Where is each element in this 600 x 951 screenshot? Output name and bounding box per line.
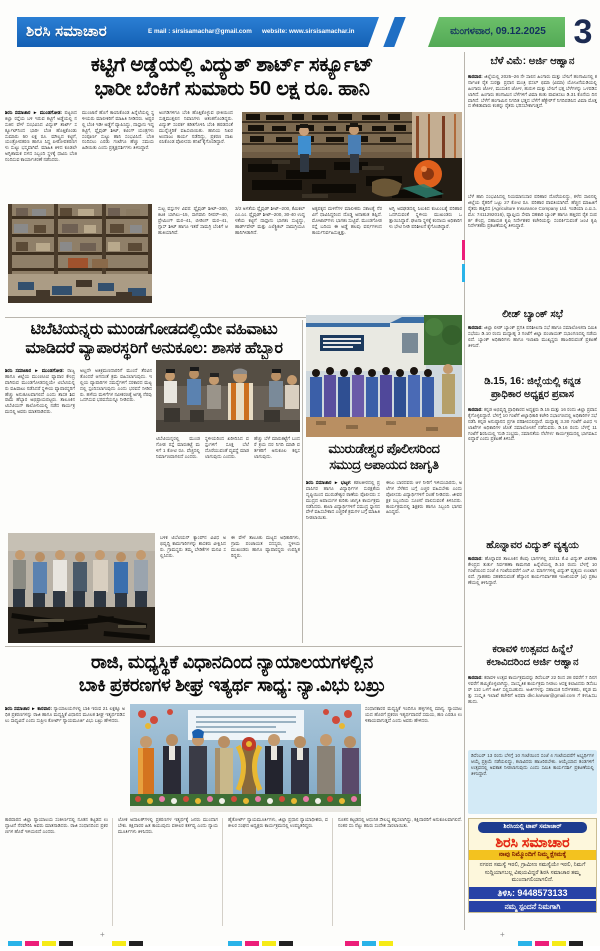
article-court-bottom-col2: ಲೋಕ ಅದಾಲತ್‌ಗಳಲ್ಲಿ ಪ್ರಕರಣಗಳ ಇತ್ಯರ್ಥಕ್ಕೆ ಜನರು ಮುಂದಾಗಬೇಕು. ಕಕ್ಷಿದಾರರ ಹಿತ ಕಾಯುವುದು ವಕೀಲರ ಕರ್ತವ್ಯ ಎಂದು ನ್ಯಾಯಮೂರ್ತಿಗಳು ತಿಳಿಸಿದರು. <box>118 817 218 834</box>
registration-mark-gutter-magenta <box>462 240 465 260</box>
article-fire-headline <box>2 53 462 105</box>
article-court-bottom-col4: ನೂತನ ಕಟ್ಟಡದಲ್ಲಿ ಆಧುನಿಕ ಸೌಲಭ್ಯ ಕಲ್ಪಿಸಲಾಗಿದ್ದು, ಕಕ್ಷಿದಾರರಿಗೆ ಅನುಕೂಲವಾಗಲಿದೆ. ನಂತರ ಸಸಿ ನೆಟ್ಟು ಹಸಿರು ಸಂದೇಶ ಸಾರಲಾಯಿತು. <box>338 817 462 828</box>
photo-court-stage-dignitaries <box>130 704 361 812</box>
sidebar-lead-bank-title: ಲೀಡ್ ಬ್ಯಾಂಕ್ ಸಭೆ <box>502 309 563 320</box>
sidebar-festival-title <box>468 644 597 671</box>
ad-footer-band: ನಮ್ಮ ಸ್ಪಂದನೆ ನಿಮಗಾಗಿ <box>469 901 596 912</box>
photo-police-awareness <box>306 315 462 437</box>
article-tibet-headline-line2: ಮಾಡಿದರೆ ವ್ಯಾಪಾರಸ್ಥರಿಗೆ ಅನುಕೂಲ: ಶಾಸಕ ಹೆಬ್ಬಾರ <box>25 339 283 357</box>
registration-cross-1: + <box>100 930 105 939</box>
article-court-headline <box>2 651 462 701</box>
registration-group-3 <box>228 933 296 951</box>
article-court-dateline: ಶಿರಸಿ ಸಮಾಚಾರ ► ಕಾರವಾರ: <box>5 706 52 711</box>
article-tibet-dateline: ಶಿರಸಿ ಸಮಾಚಾರ ► ಮುಂಡಗೋಡ: <box>5 368 65 373</box>
sidebar-crop-insurance-p1-text: ಜಿಲ್ಲೆಯಲ್ಲಿ 2025–26 ನೇ ಸಾಲಿನ ಹಿಂಗಾರು ಮತ್ತು ಬೇಸಿಗೆ ಹಂಗಾಮಿನಲ್ಲಿ ಕರ್ನಾಟಕ ರೈತ ಸುರಕ್ಷಾ ಪ್ರಧಾನ ಮಂತ್ರಿ ಫಸಲ್ ಭಿಮಾ (ವಿಮಾ) ಯೋಜನೆಯಡಿಯಲ್ಲಿ ಹಿಂಗಾರು ಜೋಳ, ಮುಸುಕಿನ ಜೋಳ, ಹುರುಳಿ ಮತ್ತು ಬೇಸಿಗೆ ಭತ್ತ ಬೆಳೆಗಳನ್ನು ಒಳಪಡಿಸಲಾಗಿದೆ. ಹಿಂಗಾರು ಹಂಗಾಮಿನ ಬೆಳೆಗಳಿಗೆ ವಿಮಾ ಕಂತು ಪಾವತಿಸಲು ಡಿ.31 ಕೊನೆಯ ದಿನವಾಗಿದೆ. ಬೆಳೆಗೆ ಹಂಗಾಮಿನ ನಿಗದಿತ ಭತ್ತದ ಬೆಳೆಗೆ ಹೆಕ್ಟೇರ್‌ಗೆ ನಿಗದಿಪಡಿಸಿದ ವಿಮಾ ಮೊತ್ತದ ಶೇಕಡಾವಾರು ಕಂತನ್ನು ರೈತರು ಭರಿಸಬೇಕಾಗುತ್ತದೆ. <box>468 74 597 109</box>
article-court-bottom-col3: ಹೈಕೋರ್ಟ್ ನ್ಯಾಯಮೂರ್ತಿಗಳು, ಜಿಲ್ಲಾ ಪ್ರಧಾನ ನ್ಯಾಯಾಧೀಶರು, ವಕೀಲರ ಸಂಘದ ಅಧ್ಯಕ್ಷರು ಕಾರ್ಯಕ್ರಮದಲ್ಲಿ ಉಪಸ್ಥಿತರಿದ್ದರು. <box>228 817 328 828</box>
sidebar-kannada-tour-body <box>468 407 597 536</box>
masthead-website: website: www.sirsisamachar.in <box>262 28 355 35</box>
sidebar-crop-insurance-dateline: ಕಾರವಾರ: <box>468 74 483 79</box>
sidebar-festival-title-line1: ಕರಾವಳಿ ಉತ್ಸವದ ಹಿನ್ನೆಲೆ <box>492 644 573 655</box>
page-number: 3 <box>573 13 593 51</box>
ad-top-banner: ಶಿರಸಿಯಲ್ಲಿ ಟಾಪ್ ಸಮಾಚಾರ್ <box>478 822 587 833</box>
sidebar-power-cut-text: ಹೊನ್ನಾವರ ತಾಲೂಕಿನ ಕೆಲವು ಭಾಗಗಳಲ್ಲಿ 33/11 ಕೆ.ವಿ ವಿದ್ಯುತ್ ವಿತರಣಾ ಕೇಂದ್ರದ ತುರ್ತು ನಿರ್ವಹಣಾ ಕಾಮಗಾರಿ ಹಿನ್ನೆಲೆಯಲ್ಲಿ ಡಿ.10 ರಂದು ಬೆಳಗ್ಗೆ 10 ಗಂಟೆಯಿಂದ ಸಂಜೆ 4 ಗಂಟೆಯವರೆಗೆ ಎಲ್.ಟಿ. ಮಾರ್ಗಗಳಲ್ಲಿ ವಿದ್ಯುತ್ ವ್ಯತ್ಯಯ ಉಂಟಾಗಲಿದೆ. ಗ್ರಾಹಕರು ಸಹಕರಿಸುವಂತೆ ಹೆಸ್ಕಾಂನ ಕಾರ್ಯನಿರ್ವಾಹಕ ಇಂಜಿನಿಯರ್ (ವಿ) ಪ್ರಕಟಣೆಯಲ್ಲಿ ತಿಳಿಸಿದ್ದಾರೆ. <box>468 556 597 585</box>
sidebar-lead-bank-text: ಜಿಲ್ಲಾ ಲೀಡ್ ಬ್ಯಾಂಕ್ ಪ್ರಗತಿ ಪರಿಶೀಲನಾ ಸಭೆ ಹಾಗೂ ಸಮಾಲೋಚನಾ ಸಮಿತಿ ಸಭೆಯು ಡಿ.10 ರಂದು ಮಧ್ಯಾಹ್ನ 3 ಗಂಟೆಗೆ ಜಿಲ್ಲಾ ಪಂಚಾಯತ್ ಸಭಾಂಗಣದಲ್ಲಿ ನಡೆಯಲಿದೆ. ಬ್ಯಾಂಕ್ ಅಧಿಕಾರಿಗಳು ಹಾಗೂ ಇಲಾಖಾ ಮುಖ್ಯಸ್ಥರು ಹಾಜರಿರುವಂತೆ ಪ್ರಕಟಣೆ ತಿಳಿಸಿದೆ. <box>468 325 597 348</box>
sidebar-kannada-tour-title <box>468 376 597 403</box>
article-sea-col1 <box>306 480 380 643</box>
newspaper-title: ಶಿರಸಿ ಸಮಾಚಾರ <box>26 23 107 40</box>
column-rule-2 <box>222 818 223 926</box>
article-tibet-headline-line1: ಟಿಬೆಟಿಯನ್ನರು ಮುಂಡಗೋಡದಲ್ಲಿಯೇ ವಹಿವಾಟು <box>30 321 278 338</box>
registration-marks-bottom <box>0 930 600 941</box>
masthead-stripe <box>383 17 406 47</box>
article-sea-col1-text: ಕಡಲತೀರದಲ್ಲಿ ಪ್ರವಾಸಿಗರ ಹಾಗೂ ವಿದ್ಯಾರ್ಥಿಗಳ ಸುರಕ್ಷತೆಯ ದೃಷ್ಟಿಯಿಂದ ಮುರುಡೇಶ್ವರ ಠಾಣೆಯ ಪೊಲೀಸರು ಸಮುದ್ರದ ಅಪಾಯಗಳ ಕುರಿತು ಜಾಗೃತಿ ಕಾರ್ಯಕ್ರಮ ನಡೆಸಿದರು. ಶಾಲಾ ವಿದ್ಯಾರ್ಥಿಗಳಿಗೆ ಸಮುದ್ರ ಸ್ನಾನದ ವೇಳೆ ವಹಿಸಬೇಕಾದ ಎಚ್ಚರಿಕೆ ಕ್ರಮಗಳ ಬಗ್ಗೆ ಮಾಹಿತಿ ನೀಡಲಾಯಿತು. <box>306 480 380 521</box>
registration-group-2 <box>112 933 146 951</box>
article-fire-col1-text: ಪಟ್ಟಣದ ಕಿಲ್ಲಾ ರಸ್ತೆಯ ಬಳಿ ಇರುವ ಕಟ್ಟಿಗೆ ಅಡ್ಡೆಯಲ್ಲಿ ನಸುಕಿನ ವೇಳೆ ಸಂಭವಿಸಿದ ವಿದ್ಯುತ್ ಶಾರ್ಟ್ ಸರ್ಕ್ಯೂಟ್‌ನಿಂದ ಭಾರೀ ಬೆಂಕಿ ಹೊತ್ತಿಕೊಂಡು ಸುಮಾರು 50 ಲಕ್ಷ ರೂ. ಮೌಲ್ಯದ ಕಟ್ಟಿಗೆ, ಯಂತ್ರೋಪಕರಣ ಹಾಗೂ ಸಿದ್ಧ ಪೀಠೋಪಕರಣಗಳು ಸುಟ್ಟು ಭಸ್ಮವಾಗಿವೆ. ಮಾಹಿತಿ ತಿಳಿದ ಕೂಡಲೇ ಅಗ್ನಿಶಾಮಕ ದಳದ ಸಿಬ್ಬಂದಿ ಸ್ಥಳಕ್ಕೆ ಧಾವಿಸಿ ಬೆಂಕಿ ನಂದಿಸುವ ಕಾರ್ಯಾಚರಣೆ ನಡೆಸಿದರು. <box>5 110 77 162</box>
article-sea-headline <box>306 441 462 475</box>
sidebar-crop-insurance-title: ಬೆಳೆ ವಿಮೆ: ಅರ್ಜಿ ಆಹ್ವಾನ <box>490 56 575 67</box>
article-fire-under-col3: ಅಕ್ಕಪಕ್ಕದ ಮಳಿಗೆಗಳ ಮಾಲೀಕರು ಸಕಾಲಕ್ಕೆ ನೆರವಿಗೆ ಧಾವಿಸಿದ್ದರಿಂದ ದೊಡ್ಡ ಅನಾಹುತ ತಪ್ಪಿದೆ. ಮೋಟಾರ್‌ಗಳು ಭಾಗಶಃ ಸುಟ್ಟಿವೆ. ಮುಂಡಗೋಡ ರಸ್ತೆ ಬದಿಯ ಈ ಅಡ್ಡೆ ಹಲವು ವರ್ಷಗಳಿಂದ ಕಾರ್ಯನಿರ್ವಹಿಸುತ್ತಿತ್ತು. <box>312 206 382 235</box>
article-tibet-headline <box>8 321 300 363</box>
article-fire-under-col1: ಸುಟ್ಟ ವಸ್ತುಗಳ ವಿವರ: ಪ್ಲೈವುಡ್ ಶೀಟ್–300, ಕಿಟಕಿ ಬಾಗಿಲು–15, ಸಾಗವಾನಿ ರೀಪರ್–40, ಫ್ರೇಮಿಂಗ್ ಮರ–41, ಬೀಡಿಂಗ್ ಮರ–41, ಗ್ಲಾಸ್ ಶೀಟ್ ಹಾಗೂ ಇತರೆ ಸಾಮಗ್ರಿ ಬೆಂಕಿಗೆ ಆಹುತಿಯಾಗಿವೆ. <box>158 206 228 235</box>
photo-burnt-site-inspection <box>8 533 155 643</box>
article-tibet-lower-col2: ಈ ವೇಳೆ ತಾಲೂಕು ಮಟ್ಟದ ಅಧಿಕಾರಿಗಳು, ಗ್ರಾಮ ಪಂಚಾಯತ ಸದಸ್ಯರು, ಸ್ಥಳೀಯ ಮುಖಂಡರು ಹಾಗೂ ವ್ಯಾಪಾರಸ್ಥರು ಉಪಸ್ಥಿತರಿದ್ದರು. <box>231 535 300 558</box>
article-sea-dateline: ಶಿರಸಿ ಸಮಾಚಾರ ► ಭಟ್ಕಳ: <box>306 480 352 485</box>
article-tibet-under-col1: ಟಿಬೆಟಿಯನ್ನರಲ್ಲಿ ಮುಂಡಗೋಡ ರಸ್ತೆ ಮಾರುಕಟ್ಟೆ ಮಳಿಗೆ 1 ಕೋಟಿ ರೂ. ವೆಚ್ಚದಲ್ಲಿ ನಿರ್ಮಾಣವಾಗಲಿದೆ ಎಂದರು. <box>156 436 200 459</box>
sidebar-festival-body <box>468 675 597 748</box>
photo-burnt-warehouse <box>242 112 462 201</box>
ad-newspaper-name: ಶಿರಸಿ ಸಮಾಚಾರ <box>495 834 570 850</box>
ad-phone-band: ತಿಳಿಸಿ: 9448573133 <box>469 887 596 899</box>
sidebar-kannada-tour-title-line1: ಡಿ.15, 16: ಜಿಲ್ಲೆಯಲ್ಲಿ ಕನ್ನಡ <box>484 376 581 387</box>
sidebar-kannada-tour-text: ಕನ್ನಡ ಅಭಿವೃದ್ಧಿ ಪ್ರಾಧಿಕಾರದ ಅಧ್ಯಕ್ಷರು ಡಿ.15 ಮತ್ತು 16 ರಂದು ಜಿಲ್ಲಾ ಪ್ರವಾಸ ಕೈಗೊಳ್ಳಲಿದ್ದಾರೆ. ಬೆಳಗ್ಗೆ 10 ಗಂಟೆಗೆ ಜಿಲ್ಲಾಧಿಕಾರಿ ಕಚೇರಿ ಸಭಾಂಗಣದಲ್ಲಿ ಅಧಿಕಾರಿಗಳ ಸಭೆ ನಡೆಸಿ ಕನ್ನಡ ಅನುಷ್ಠಾನದ ಪ್ರಗತಿ ಪರಿಶೀಲಿಸಲಿದ್ದಾರೆ. ಮಧ್ಯಾಹ್ನ 3.30 ಗಂಟೆಗೆ ವಿವಿಧ ಇಲಾಖೆಗಳ ಅಧಿಕಾರಿಗಳ ಜೊತೆ ಸಮಾಲೋಚನೆ ನಡೆಸುವರು. ಡಿ.16 ರಂದು ಬೆಳಗ್ಗೆ 11 ಗಂಟೆಗೆ ಶಿರಸಿಯಲ್ಲಿ 'ನುಡಿ ಸಂಭ್ರಮ, ಸಮಾನತೆಯ ನೆಲೆಗಳು' ಕಾರ್ಯಕ್ರಮದಲ್ಲಿ ಭಾಗವಹಿಸಲಿದ್ದಾರೆ ಎಂದು ಪ್ರಕಟಣೆ ತಿಳಿಸಿದೆ. <box>468 407 597 442</box>
sidebar-festival-title-line2: ಕಲಾವಿದರಿಂದ ಅರ್ಜಿ ಆಹ್ವಾನ <box>486 656 579 668</box>
article-fire-under-col2: 3/2 ಅಳತೆಯ ಪ್ಲೈವುಡ್ ಶೀಟ್–200, ಕೆಮಿಕಲ್ ಎಂ.ಎಂ. ಪ್ಲೈವುಡ್ ಶೀಟ್–200, 30-40 ಉದ್ದಳತೆಯ ಕಟ್ಟಿಗೆ ದಾಸ್ತಾನು ಭಾಗಶಃ ಸುಟ್ಟಿದ್ದು, ಹಾರ್ಡ್‌ವೇರ್ ಮತ್ತು ಎಲೆಕ್ಟ್ರಿಕಲ್ ಸಾಮಗ್ರಿಯೂ ಹಾನಿಗೀಡಾಗಿದೆ. <box>235 206 305 235</box>
sidebar-festival-notice-box: ಡಿಸೆಂಬರ್ 13 ರಂದು ಬೆಳಗ್ಗೆ 10 ಗಂಟೆಯಿಂದ ಸಂಜೆ 4 ಗಂಟೆಯವರೆಗೆ ಅಭ್ಯರ್ಥಿಗಳ ಆಯ್ಕೆ ಪ್ರಕ್ರಿಯೆ ನಡೆಯಲಿದ್ದು, ಕಲಾವಿದರು ಹಾಜರಿರಬೇಕು. ಆಯ್ಕೆಯಾದ ತಂಡಗಳಿಗೆ ಉತ್ಸವದಲ್ಲಿ ಅವಕಾಶ ನೀಡಲಾಗುವುದು ಎಂದು ಸಮಿತಿ ಕಾರ್ಯದರ್ಶಿ ಪ್ರಕಟಣೆಯಲ್ಲಿ ತಿಳಿಸಿದ್ದಾರೆ. <box>468 750 597 814</box>
ad-body-text: ನಗರದ ಸಮಸ್ಯೆ ಇರಲಿ, ಗ್ರಾಮೀಣ ಸಮಸ್ಯೆಯೇ ಇರಲಿ, ನಿಮಗೆ ಸುದ್ದಿಯಾಗಬಲ್ಲ ವಿಷಯವಿದ್ದರೆ ಶಿರಸಿ ಸಮಾಚಾರ ತಮ್ಮ ಮುಂದಾಗಲಿಯಾಗಲಿದೆ. <box>479 862 586 884</box>
article-fire-col2: ಮುಂಜಾನೆ ಹೊಗೆ ಕಾಣಿಸಿಕೊಂಡ ಹಿನ್ನೆಲೆಯಲ್ಲಿ ಸ್ಥಳೀಯರು ಮಾಲೀಕರಿಗೆ ಮಾಹಿತಿ ನೀಡಿದರು. ಅಷ್ಟರಲ್ಲಿ ಬೆಂಕಿ ಇಡೀ ಅಡ್ಡೆಗೆ ವ್ಯಾಪಿಸಿದ್ದು, ದಾಸ್ತಾನು ಇದ್ದ ಕಟ್ಟಿಗೆ, ಪ್ಲೈವುಡ್ ಶೀಟ್, ಕಟಿಂಗ್ ಯಂತ್ರಗಳು ಸಂಪೂರ್ಣ ಸುಟ್ಟು ಹಾನಿ ಸಂಭವಿಸಿದೆ. ಬೆಂಕಿ ನಂದಿಸಲು ಎರಡು ಗಂಟೆಗೂ ಹೆಚ್ಚು ಸಮಯ ಹಿಡಿಯಿತು ಎಂದು ಪ್ರತ್ಯಕ್ಷದರ್ಶಿಗಳು ತಿಳಿಸಿದ್ದಾರೆ. <box>82 110 154 151</box>
photo-mla-hebbar-group <box>156 360 300 432</box>
column-rule-3 <box>332 818 333 926</box>
masthead-bar <box>0 13 600 51</box>
divider-main-sidebar <box>464 52 465 930</box>
article-fire-col1 <box>5 110 77 202</box>
article-tibet-col2: ಅಲ್ಲದೇ ಅತಿಕ್ರಮಣದಾರರಿಗೆ ಮುಂದೆ ತೆರವಿನ ತೊಂದರೆ ಆಗದಂತೆ ಕ್ರಮ ವಹಿಸಲಾಗುವುದು. ಇಲ್ಲಿಯ ವ್ಯಾಪಾರಿಗಳ ಸಮಸ್ಯೆಗಳಿಗೆ ಸರಕಾರದ ಮಟ್ಟದಲ್ಲಿ ಸ್ಪಂದಿಸಲಾಗುವುದು ಎಂದು ಭರವಸೆ ನೀಡಿದರು. ಹಳೆಯ ಮಳಿಗೆಗಳ ನವೀಕರಣಕ್ಕೆ ಅಗತ್ಯ ನೆರವು ಒದಗಿಸುವ ಭರವಸೆಯನ್ನೂ ನೀಡಿದರು. <box>80 368 152 403</box>
photo-shop-shelves <box>8 204 152 303</box>
sidebar-festival-text: ಕರಾವಳಿ ಉತ್ಸವ ಕಾರ್ಯಕ್ರಮವನ್ನು ಡಿಸೆಂಬರ್ 22 ರಿಂದ 28 ರವರೆಗೆ 7 ದಿನಗಳವರೆಗೆ ಹಮ್ಮಿಕೊಳ್ಳಲಾಗಿದ್ದು, ಸಾಂಸ್ಕೃತಿಕ ಕಾರ್ಯಕ್ರಮ ನೀಡಲು ಆಸಕ್ತ ಕಲಾವಿದರು ಡಿಸೆಂಬರ್ 11ರ ಒಳಗೆ ಅರ್ಜಿ ಸಲ್ಲಿಸಬಹುದು. ಅರ್ಜಿಗಳನ್ನು ಸಹಾಯಕ ನಿರ್ದೇಶಕರು, ಕನ್ನಡ ಮತ್ತು ಸಂಸ್ಕೃತಿ ಇಲಾಖೆ ಕಚೇರಿಗೆ ಅಥವಾ dkc.karwar@gmail.com ಗೆ ಕಳುಹಿಸಬಹುದು. <box>468 675 597 704</box>
article-sea-headline-line2: ಸಮುದ್ರ ಅಪಾಯದ ಜಾಗೃತಿ <box>329 457 439 473</box>
article-fire-headline-line1: ಕಟ್ಟಿಗೆ ಅಡ್ಡೆಯಲ್ಲಿ ವಿದ್ಯುತ್ ಶಾರ್ಟ್ ಸರ್ಕ್ಯೂಟ್ <box>90 54 374 76</box>
registration-group-4 <box>345 933 396 951</box>
self-advertisement <box>468 818 597 913</box>
sidebar-lead-bank-dateline: ಕಾರವಾರ: <box>468 325 483 330</box>
article-court-headline-line2: ಬಾಕಿ ಪ್ರಕರಣಗಳ ಶೀಘ್ರ ಇತ್ಯರ್ಥ ಸಾಧ್ಯ: ನ್ಯಾ.ವಿಭು ಬಖ್ರು <box>78 675 386 696</box>
article-fire-dateline: ಶಿರಸಿ ಸಮಾಚಾರ ► ಮುಂಡಗೋಡ: <box>5 110 63 115</box>
sidebar-power-cut-body <box>468 556 597 641</box>
sidebar-power-cut-dateline: ಕಾರವಾರ: <box>468 556 483 561</box>
article-court-headline-line1: ರಾಜಿ, ಮಧ್ಯಸ್ಥಿಕೆ ವಿಧಾನದಿಂದ ನ್ಯಾಯಾಲಯಗಳಲ್ಲಿನ <box>91 652 373 672</box>
registration-group-1 <box>8 933 76 951</box>
sidebar-lead-bank-body <box>468 325 597 373</box>
article-court-right-col: ಸಂಧಾನಕಾರರ ಮಧ್ಯಸ್ಥಿಕೆ ಇಂದಿಗೂ ಹಳ್ಳಿಗಳಲ್ಲಿ ಮಾನ್ಯ. ನ್ಯಾಯಾಲಯದ ಹೊರಗೆ ಪ್ರಕರಣ ಇತ್ಯರ್ಥವಾದರೆ ಸಮಯ, ಹಣ ಎರಡೂ ಉಳಿತಾಯವಾಗುತ್ತದೆ ಎಂದು ಅವರು ಹೇಳಿದರು. <box>365 706 462 723</box>
divider-article2-article3 <box>302 320 303 643</box>
article-tibet-lower-col1: ಬಳಿಕ ಟಿಬೆಟಿಯನ್ ಕ್ಯಾಂಪ್‌ನ ವಿವಿಧ ಅಭಿವೃದ್ಧಿ ಕಾಮಗಾರಿಗಳನ್ನು ಶಾಸಕರು ವೀಕ್ಷಿಸಿದರು. ಗ್ರಾಮಸ್ಥರು ತಮ್ಮ ಬೇಡಿಕೆಗಳ ಮನವಿ ಸಲ್ಲಿಸಿದರು. <box>160 535 226 558</box>
article-court-left-col <box>5 706 125 812</box>
article-tibet-col1 <box>5 368 75 530</box>
registration-cross-2: + <box>500 930 505 939</box>
ad-tagline-band: ನಾವು ನಿಮ್ಮೊಂದಿಗೆ ನಿಮ್ಮ ಕ್ಷೇಮಕ್ಕೆ <box>469 850 596 860</box>
divider-article2-article4 <box>5 646 462 647</box>
article-fire-under-col4: ಅಗ್ನಿ ಅವಘಡದಲ್ಲಿ ಸಿಲುಕಿದ ಕುಟುಂಬಕ್ಕೆ ಪರಿಹಾರ ಒದಗಿಸುವಂತೆ ಸ್ಥಳೀಯ ಮುಖಂಡರು ಒತ್ತಾಯಿಸಿದ್ದಾರೆ. ಘಟನಾ ಸ್ಥಳಕ್ಕೆ ಕಂದಾಯ ಅಧಿಕಾರಿಗಳು ಭೇಟಿ ನೀಡಿ ಪರಿಶೀಲನೆ ಕೈಗೊಂಡಿದ್ದಾರೆ. <box>389 206 462 229</box>
sidebar-kannada-tour-title-line2: ಪ್ರಾಧಿಕಾರ ಅಧ್ಯಕ್ಷರ ಪ್ರವಾಸ <box>491 388 574 400</box>
article-sea-headline-line1: ಮುರುಡೇಶ್ವರ ಪೊಲೀಸರಿಂದ <box>328 441 440 456</box>
registration-mark-gutter-cyan <box>462 264 465 282</box>
article-court-bottom-col1: ಕಾರವಾರದ ಜಿಲ್ಲಾ ನ್ಯಾಯಾಲಯ ಸಂಕೀರ್ಣದಲ್ಲಿ ನೂತನ ಕಟ್ಟಡದ ಉದ್ಘಾಟನೆ ನೆರವೇರಿಸಿ ಅವರು ಮಾತನಾಡಿದರು. ರಾಜಿ ಸಂಧಾನದಿಂದ ಪ್ರಕರಣಗಳ ಹೊರೆ ಇಳಿಯಲಿದೆ ಎಂದರು. <box>5 817 108 834</box>
sidebar-power-cut-title: ಹೊನ್ನಾವರ ವಿದ್ಯುತ್ ವ್ಯತ್ಯಯ <box>486 540 579 551</box>
article-court-left-text: ನ್ಯಾಯಾಲಯಗಳಲ್ಲಿ ಬಾಕಿ ಇರುವ 21 ಲಕ್ಷಕ್ಕೂ ಅಧಿಕ ಪ್ರಕರಣಗಳನ್ನು ರಾಜಿ ಹಾಗೂ ಮಧ್ಯಸ್ಥಿಕೆ ವಿಧಾನದ ಮೂಲಕ ಶೀಘ್ರ ಇತ್ಯರ್ಥಪಡಿಸಲು ಸಾಧ್ಯವಿದೆ ಎಂದು ಸುಪ್ರೀಂ ಕೋರ್ಟ್ ನ್ಯಾಯಮೂರ್ತಿ ವಿಭು ಬಖ್ರು ಹೇಳಿದರು. <box>5 706 125 723</box>
article-fire-headline-line2: ಭಾರೀ ಬೆಂಕಿಗೆ ಸುಮಾರು 50 ಲಕ್ಷ ರೂ. ಹಾನಿ <box>94 78 370 101</box>
article-sea-col2: ಈಜು ಬಾರದವರು ಆಳ ನೀರಿಗೆ ಇಳಿಯಬಾರದು, ಅಲೆಗಳ ಸೆಳೆತದ ಬಗ್ಗೆ ಎಚ್ಚರ ವಹಿಸಬೇಕು ಎಂದು ಪೊಲೀಸರು ವಿದ್ಯಾರ್ಥಿಗಳಿಗೆ ಸಲಹೆ ನೀಡಿದರು. ಜೀವರಕ್ಷಕ ಸಿಬ್ಬಂದಿಯ ಸೂಚನೆ ಪಾಲಿಸುವಂತೆ ತಿಳಿಸಿದರು. ಕಾರ್ಯಕ್ರಮದಲ್ಲಿ ಶಿಕ್ಷಕರು ಹಾಗೂ ಸಿಬ್ಬಂದಿ ಭಾಗವಹಿಸಿದ್ದರು. <box>386 480 462 515</box>
sidebar-crop-insurance-p1 <box>468 74 597 192</box>
registration-group-5 <box>518 933 586 951</box>
article-tibet-col1-text: ರಾಜ್ಯ ಹಾಗೂ ಜಿಲ್ಲೆಯ ಮುಂಚೂಣಿ ವ್ಯಾಪಾರ ಕೇಂದ್ರವಾಗಿರುವ ಮುಂಡಗೋಡದಲ್ಲಿಯೇ ಟಿಬೆಟಿಯನ್ನರು ವಹಿವಾಟು ನಡೆಸಿದರೆ ಸ್ಥಳೀಯ ವ್ಯಾಪಾರಸ್ಥರಿಗೆ ಹೆಚ್ಚು ಅನುಕೂಲವಾಗಲಿದೆ ಎಂದು ಶಾಸಕ ಶಿವರಾಮ ಹೆಬ್ಬಾರ ಅಭಿಪ್ರಾಯಪಟ್ಟರು. ತಾಲೂಕಿನ ಟಿಬೆಟಿಯನ್ ಕಾಲೋನಿಯಲ್ಲಿ ನಡೆದ ಕಾರ್ಯಕ್ರಮದಲ್ಲಿ ಅವರು ಮಾತನಾಡಿದರು. <box>5 368 75 415</box>
sidebar-festival-dateline: ಕಾರವಾರ: <box>468 675 483 680</box>
article-fire-col3: ಅಂಗಡಿಗಳಿಗೂ ಬೆಂಕಿ ಹೊತ್ತಿಕೊಳ್ಳುವ ಭೀತಿಯಿಂದ ಸುತ್ತಮುತ್ತಲಿನ ನಿವಾಸಿಗಳು ಆತಂಕಗೊಂಡಿದ್ದರು. ವಿದ್ಯುತ್ ಸಂಪರ್ಕ ಕಡಿತಗೊಳಿಸಿ ಬೆಂಕಿ ಹರಡದಂತೆ ಮುನ್ನೆಚ್ಚರಿಕೆ ವಹಿಸಲಾಯಿತು. ಹಾನಿಯ ನಿಖರ ಅಂದಾಜು ಕಾರ್ಯ ನಡೆದಿದ್ದು, ಪ್ರಕರಣ ದಾಖಲಿಸಿಕೊಂಡ ಪೊಲೀಸರು ತನಿಖೆ ಕೈಗೊಂಡಿದ್ದಾರೆ. <box>159 110 233 145</box>
article-tibet-under-col3: ಹೆಚ್ಚು ಬೆಳೆ ಮಾರುಕಟ್ಟೆಗೆ ಬಂದರೆ ಕ್ರಯ ದರ ನಿಗದಿ ಮಾಡಿ ವರ್ತಕರಿಗೆ ಅನುಕೂಲ ಕಲ್ಪಿಸಲಾಗುವುದು. <box>254 436 300 459</box>
column-rule-1 <box>112 818 113 926</box>
article-tibet-under-col2: ಸ್ಥಳೀಯರಿಂದ ಖರೀದಿಸಿದ ವಸ್ತುಗಳಿಗೆ ಸೂಕ್ತ ಬೆಲೆ ದೊರೆಯುವಂತೆ ವ್ಯವಸ್ಥೆ ಮಾಡಲಾಗುವುದು ಎಂದರು. <box>205 436 249 459</box>
sidebar-kannada-tour-dateline: ಕಾರವಾರ: <box>468 407 483 412</box>
masthead-email: E mail : sirsisamachar@gmail.com <box>148 28 252 35</box>
edition-date: ಮಂಗಳವಾರ, 09.12.2025 <box>450 26 546 37</box>
sidebar-crop-insurance-p2: ಬೆಳೆ ಹಾನಿ ಸಂಭವಿಸಿದಲ್ಲಿ ನಿಯಮಾನುಸಾರ ಪರಿಹಾರ ದೊರೆಯಲಿದ್ದು, ಕಳೆದ ಸಾಲಿನಲ್ಲಿ ಜಿಲ್ಲೆಯ ರೈತರಿಗೆ ಒಟ್ಟು 27 ಕೋಟಿ ರೂ. ಪರಿಹಾರ ಪಾವತಿಯಾಗಿದೆ. ಹೆಚ್ಚಿನ ಮಾಹಿತಿಗೆ ರೈತರು ಹತ್ತಿರದ (Agriculture Insurance Company Ltd. ಇಂಡಿಯಾ ಎ.ಐ.ಸಿ. ಮೊ: 7411292016), ವ್ಯಾಪ್ತಿಯ ಸೇವಾ ಸಹಕಾರಿ ಬ್ಯಾಂಕ್ ಹಾಗೂ ಹತ್ತಿರದ ರೈತ ಸಂಪರ್ಕ ಕೇಂದ್ರ, ಸಹಾಯಕ ಕೃಷಿ ನಿರ್ದೇಶಕರ ಕಚೇರಿಯನ್ನು ಸಂಪರ್ಕಿಸುವಂತೆ ಜಂಟಿ ಕೃಷಿ ನಿರ್ದೇಶಕರು ಪ್ರಕಟಣೆಯಲ್ಲಿ ತಿಳಿಸಿದ್ದಾರೆ. <box>468 194 597 229</box>
